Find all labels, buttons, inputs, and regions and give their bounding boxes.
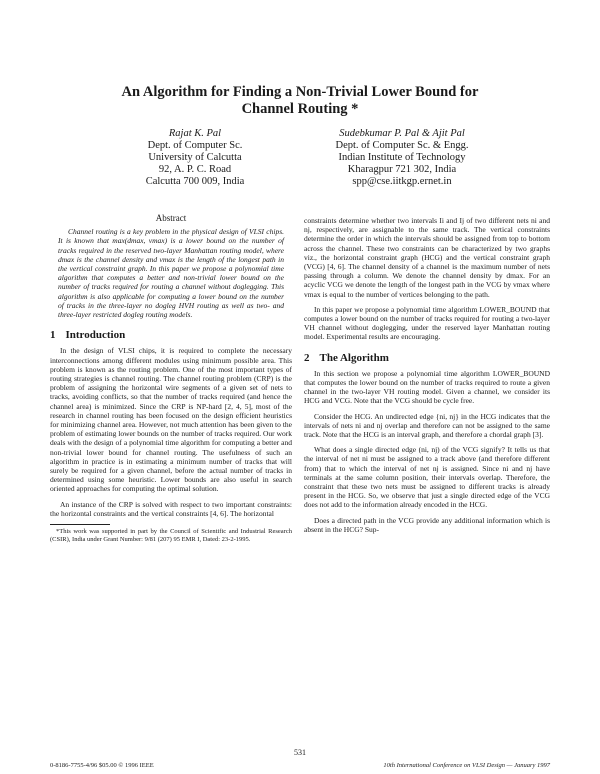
section-title: Introduction	[65, 329, 126, 342]
paper-title	[0, 84, 600, 118]
body-paragraph: What does a single directed edge (ni, nj) of the VCG signify? It tells us that the interval of net ni must be assigned to a track above (and therefore different from) that to which the interval of net nj is assigned. Since ni and nj have terminals at the same column position, their intervals overlap. Therefore, the constraint that these two nets must be assigned to different tracks is already present in the HCG. So, we observe that just a single directed edge of the VCG does not add to the information already encoded in the HCG.	[304, 445, 550, 510]
body-paragraph: constraints determine whether two intervals Ii and Ij of two different nets ni and nj, respectively, are assignable to the same track. The vertical constraints determine the order in which the intervals should be assigned from top to bottom across the channel. These two constraints can be characterized by two graphs viz., the horizontal constraint graph (HCG) and the vertical constraint graph (VCG) [4, 6]. The channel density of a channel is the maximum number of nets passing through a column. We denote the channel density by dmax. For an acyclic VCG we denote the length of the longest path in the VCG by vmax where vmax is equal to the number of vertices belonging to the path.	[304, 216, 550, 299]
author-email: spp@cse.iitkgp.ernet.in	[352, 176, 452, 187]
author-name: Sudebkumar P. Pal & Ajit Pal	[339, 128, 465, 139]
author-address: Calcutta 700 009, India	[145, 176, 245, 187]
body-paragraph: An instance of the CRP is solved with respect to two important constraints: the horizontal constraints and the vertical constraints [4, 6]. The horizontal	[50, 499, 292, 518]
body-paragraph: Does a directed path in the VCG provide any additional information which is absent in the HCG? Sup-	[304, 515, 550, 534]
body-paragraph: In this paper we propose a polynomial time algorithm LOWER_BOUND that computes a lower bound on the number of tracks required for routing a two-layer VH channel without doglegging, under the reserved layer Manhattan routing model. Experimental results are encouraging.	[304, 304, 550, 342]
author-affiliation: University of Calcutta	[148, 152, 242, 163]
left-column	[50, 214, 292, 544]
author-name: Rajat K. Pal	[168, 128, 222, 139]
abstract-body: Channel routing is a key problem in the physical design of VLSI chips. It is known that max(dmax, vmax) is a lower bound on the number of tracks required in the reserved two-layer Manhattan routing model, where dmax is the channel density and vmax is the length of the longest path in the vertical constraint graph. In this paper we propose a polynomial time algorithm that computes a better and non-trivial lower bound on the number of tracks required for routing a channel without doglegging. This algorithm is also applicable for computing a lower bound on the number of tracks in the three-layer no dogleg HVH routing as well as two- and three-layer restricted dogleg routing models.	[58, 227, 284, 320]
footnote: *This work was supported in part by the Council of Scientific and Industrial Research (CSIR), India under Grant Number: 9/81 (207) 95 EMR I, Dated: 23-2-1995.	[50, 528, 292, 544]
author-address: 92, A. P. C. Road	[158, 164, 232, 175]
author-affiliation: Dept. of Computer Sc.	[147, 140, 243, 151]
author-address: Kharagpur 721 302, India	[347, 164, 457, 175]
section-heading-algorithm	[304, 351, 550, 364]
section-title: The Algorithm	[319, 351, 389, 364]
title-line-2: Channel Routing *	[241, 101, 359, 117]
author-block-right	[302, 128, 502, 188]
author-affiliation: Indian Institute of Technology	[338, 152, 466, 163]
author-block-left	[95, 128, 295, 188]
author-affiliation: Dept. of Computer Sc. & Engg.	[335, 140, 469, 151]
right-column	[304, 216, 550, 540]
section-number: 2	[304, 351, 310, 364]
section-heading-introduction	[50, 331, 292, 340]
body-paragraph: Consider the HCG. An undirected edge {ni, nj} in the HCG indicates that the intervals of nets ni and nj overlap and therefore can not be assigned to the same track. Note that the HCG is an interval graph, and therefore a chordal graph [3].	[304, 411, 550, 440]
conference-line: 10th International Conference on VLSI Design — January 1997	[383, 762, 550, 769]
title-line-1: An Algorithm for Finding a Non-Trivial Lower Bound for	[121, 84, 479, 100]
page-number: 531	[294, 748, 306, 757]
abstract-heading: Abstract	[155, 213, 187, 223]
section-number: 1	[50, 329, 56, 342]
copyright-line: 0-8186-7755-4/96 $05.00 © 1996 IEEE	[50, 762, 154, 769]
body-paragraph: In the design of VLSI chips, it is required to complete the necessary interconnections among different modules using minimum possible area. This problem is known as the routing problem. One of the most important types of routing strategies is channel routing. The channel routing problem (CRP) is the problem of assigning the horizontal wire segments of a given set of nets to tracks, avoiding conflicts, so that the number of tracks required (and hence the channel area) is minimized. Since the CRP is NP-hard [2, 4, 5], most of the research in channel routing has been focused on the design efficient heuristics for minimizing channel area. However, not much attention has been given to the problem of estimating lower bounds on the number of tracks required. Our work deals with the design of a polynomial time algorithm for computing a better and non-trivial lower bound for channel routing. The usefulness of such an algorithm in practice is in estimating a minimum number of tracks that will surely be required for a given channel, before the actual number of tracks in determined using some heuristic. Lower bounds are also useful in search oriented approaches for computing the optimal solution.	[50, 346, 292, 494]
body-paragraph: In this section we propose a polynomial time algorithm LOWER_BOUND that computes the lower bound on the number of tracks required to route a given channel in the two-layer VH routing model. Given a channel, we consider its HCG and VCG. Note that the VCG should be cycle free.	[304, 368, 550, 406]
footnote-rule	[50, 524, 110, 525]
